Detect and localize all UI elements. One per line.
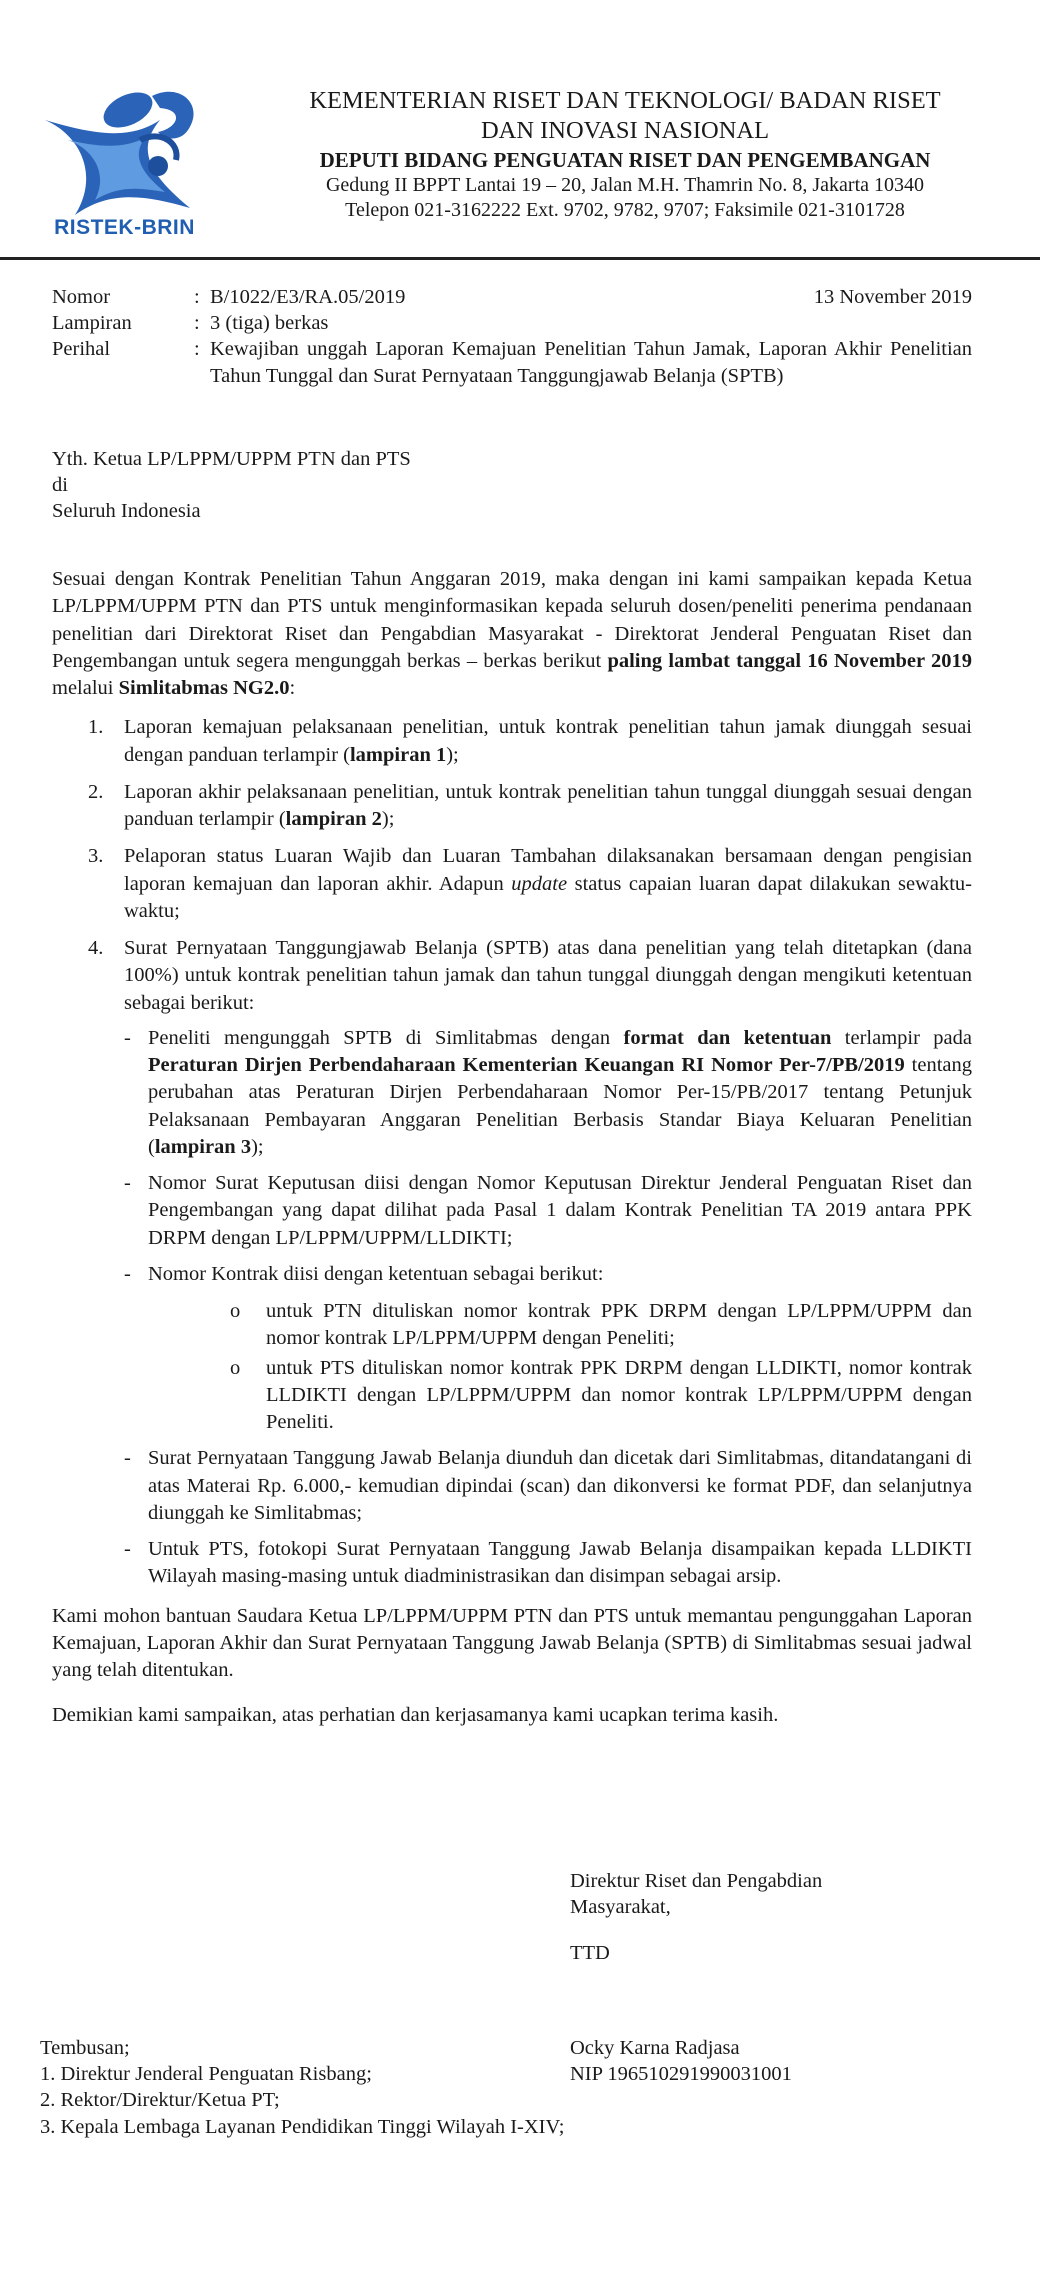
dash-text: tentang perubahan atas Peraturan Dirjen Perbendaharaan Nomor Per-15/PB/2017 tentang Petunjuk Pelaksanaan Pembayaran Anggaran Penelitian Berbasis Standar Biaya Keluaran Penelitian (: [148, 1054, 972, 1158]
item-text: Pelaporan status Luaran Wajib dan Luaran Tambahan dilaksanakan bersamaan dengan pengisian laporan kemajuan dan laporan akhir. Adapun: [124, 845, 972, 895]
dash-item-5: [124, 1536, 972, 1591]
nomor-label: Nomor: [52, 286, 111, 308]
dash-text: Nomor Kontrak diisi dengan ketentuan sebagai berikut:: [148, 1262, 604, 1285]
letter-body: [52, 566, 972, 1730]
intro-colon: :: [289, 677, 296, 699]
cc-heading: Tembusan;: [40, 2037, 130, 2059]
logo-emblem-icon: [40, 80, 210, 220]
circle-item-1: [148, 1298, 972, 1353]
meta-perihal: [52, 336, 972, 388]
list-item-2: [52, 779, 972, 834]
dash-marker: -: [124, 1172, 131, 1194]
office-contact: Telepon 021-3162222 Ext. 9702, 9782, 9707; Faksimile 021-3101728: [345, 198, 905, 221]
nomor-value: B/1022/E3/RA.05/2019: [210, 286, 406, 308]
item-text: Surat Pernyataan Tanggungjawab Belanja (SPTB) atas dana penelitian yang telah ditetapkan (dana 100%) untuk kontrak penelitian tahun jamak dan tahun tunggal diunggah dengan mengikuti ketentuan sebagai berikut:: [124, 937, 972, 1014]
dash-item-4: [124, 1445, 972, 1527]
addressee-block: [52, 446, 752, 525]
item-text-end: status capaian luaran dapat dilakukan sewaktu-waktu;: [124, 872, 973, 922]
carbon-copy-block: [40, 2035, 680, 2140]
item-text-end: );: [381, 808, 395, 830]
signature-mark: TTD: [570, 1942, 610, 1965]
cc-item-1: 1. Direktur Jenderal Penguatan Risbang;: [40, 2063, 372, 2086]
dash-text-end: );: [251, 1135, 264, 1158]
requirements-list: [52, 714, 972, 1590]
intro-via: melalui: [52, 677, 114, 699]
lampiran-label: Lampiran: [52, 312, 132, 335]
list-number: 4.: [88, 937, 104, 959]
item-italic: update: [511, 872, 568, 895]
list-number: 2.: [88, 780, 104, 803]
closing-thanks: Demikian kami sampaikan, atas perhatian dan kerjasamanya kami ucapkan terima kasih.: [52, 1704, 779, 1727]
lampiran-value: 3 (tiga) berkas: [210, 312, 329, 335]
item-text: Laporan kemajuan pelaksanaan penelitian, untuk kontrak penelitian tahun jamak diunggah sesuai dengan panduan terlampir (: [124, 716, 972, 766]
deputy-name: DEPUTI BIDANG PENGUATAN RISET DAN PENGEMBANGAN: [319, 147, 931, 172]
cc-item-2: 2. Rektor/Direktur/Ketua PT;: [40, 2089, 280, 2112]
signer-title-line-1: Direktur Riset dan Pengabdian: [570, 1870, 823, 1892]
item-text: Laporan akhir pelaksanaan penelitian, untuk kontrak penelitian tahun tunggal diunggah sesuai dengan panduan terlampir (: [124, 780, 972, 830]
cc-item-3: 3. Kepala Lembaga Layanan Pendidikan Tinggi Wilayah I-XIV;: [40, 2115, 565, 2138]
list-item-4: [52, 935, 972, 1591]
signer-name: Ocky Karna Radjasa: [570, 2037, 740, 2059]
dash-item-1: [124, 1025, 972, 1161]
letter-metadata: [52, 284, 972, 389]
item-attachment-ref: lampiran 1: [349, 743, 447, 766]
signer-title-line-2: Masyarakat,: [570, 1896, 671, 1919]
meta-lampiran: [52, 310, 972, 336]
circle-text: untuk PTS dituliskan nomor kontrak PPK DRPM dengan LLDIKTI, nomor kontrak LLDIKTI dengan LP/LPPM/UPPM dan nomor kontrak LP/LPPM/UPPM dengan Peneliti.: [266, 1356, 972, 1433]
list-item-1: [52, 714, 972, 769]
intro-system: Simlitabmas NG2.0: [118, 677, 290, 699]
addressee-line-2: di: [52, 474, 68, 497]
dash-marker: -: [124, 1262, 131, 1285]
item-attachment-ref: lampiran 2: [285, 808, 382, 830]
lampiran-colon: :: [194, 312, 200, 335]
intro-deadline: paling lambat tanggal 16 November 2019: [607, 649, 972, 672]
dash-marker: -: [124, 1026, 131, 1049]
regulation-reference: Peraturan Dirjen Perbendaharaan Kementerian Keuangan RI Nomor Per-7/PB/2019: [148, 1054, 905, 1076]
list-item-3: [52, 843, 972, 925]
ministry-name: KEMENTERIAN RISET DAN TEKNOLOGI/ BADAN RISET: [309, 87, 941, 114]
circle-item-2: [148, 1355, 972, 1437]
nomor-colon: :: [194, 286, 200, 308]
office-address: Gedung II BPPT Lantai 19 – 20, Jalan M.H. Thamrin No. 8, Jakarta 10340: [325, 174, 925, 197]
contract-number-rules: [148, 1298, 972, 1436]
letter-date: 13 November 2019: [813, 286, 972, 308]
item-attachment-ref: lampiran 3: [154, 1135, 252, 1158]
sptb-rules-list: [124, 1025, 972, 1591]
dash-text: Peneliti mengunggah SPTB di Simlitabmas dengan: [148, 1026, 611, 1049]
dash-text: Nomor Surat Keputusan diisi dengan Nomor Keputusan Direktur Jenderal Penguatan Riset dan Pengembangan yang dapat dilihat pada Pasal 1 dalam Kontrak Penelitian TA 2019 antara PPK DRPM dengan LP/LPPM/UPPM/LLDIKTI;: [148, 1172, 972, 1249]
circle-bullet-icon: o: [230, 1356, 241, 1379]
dash-item-2: [124, 1170, 972, 1252]
ministry-name-cont: DAN INOVASI NASIONAL: [480, 116, 770, 144]
addressee-line-1: Yth. Ketua LP/LPPM/UPPM PTN dan PTS: [52, 448, 411, 470]
logo-wordmark: RISTEK-BRIN: [54, 216, 195, 239]
letterhead: [230, 86, 1020, 222]
intro-text: Sesuai dengan Kontrak Penelitian Tahun Anggaran 2019, maka dengan ini kami sampaikan kepada Ketua LP/LPPM/UPPM PTN dan PTS untuk menginformasikan kepada seluruh dosen/peneliti penerima pendanaan penelitian dari Direktorat Riset dan Pengabdian Masyarakat - Direktorat Jenderal Penguatan Riset dan Pengembangan untuk segera mengunggah berkas – berkas berikut: [52, 568, 972, 672]
letterhead-divider: [0, 257, 1040, 260]
closing-paragraph: Kami mohon bantuan Saudara Ketua LP/LPPM/UPPM PTN dan PTS untuk memantau pengunggahan Laporan Kemajuan, Laporan Akhir dan Surat Pernyataan Tanggung Jawab Belanja (SPTB) di Simlitabmas sesuai jadwal yang telah ditentukan.: [52, 1604, 972, 1681]
circle-text: untuk PTN dituliskan nomor kontrak PPK DRPM dengan LP/LPPM/UPPM dan nomor kontrak LP/LPPM/UPPM dengan Peneliti;: [266, 1300, 972, 1350]
circle-bullet-icon: o: [230, 1300, 241, 1322]
signature-block: [570, 1868, 930, 1967]
item-text-end: );: [446, 743, 459, 766]
perihal-label: Perihal: [52, 338, 111, 361]
dash-marker: -: [124, 1447, 131, 1470]
perihal-value: Kewajiban unggah Laporan Kemajuan Penelitian Tahun Jamak, Laporan Akhir Penelitian Tahun Tunggal dan Surat Pernyataan Tanggungjawab Belanja (SPTB): [210, 338, 972, 387]
signer-nip: NIP 196510291990031001: [570, 2063, 792, 2086]
dash-text: Untuk PTS, fotokopi Surat Pernyataan Tanggung Jawab Belanja disampaikan kepada LLDIKTI Wilayah masing-masing untuk diadministrasikan dan disimpan sebagai arsip.: [148, 1538, 972, 1588]
dash-text: terlampir pada: [844, 1026, 973, 1049]
ristek-brin-logo: [40, 80, 210, 240]
dash-marker: -: [124, 1538, 131, 1560]
list-number: 1.: [88, 716, 104, 739]
meta-nomor: [52, 284, 972, 310]
dash-text: Surat Pernyataan Tanggung Jawab Belanja diunduh dan dicetak dari Simlitabmas, ditandatangani di atas Materai Rp. 6.000,- kemudian dipindai (scan) dan dikonversi ke format PDF, dan selanjutnya diunggah ke Simlitabmas;: [148, 1447, 972, 1524]
dash-item-3: [124, 1261, 972, 1437]
perihal-colon: :: [194, 338, 200, 361]
intro-paragraph: [52, 566, 972, 702]
addressee-line-3: Seluruh Indonesia: [52, 500, 201, 523]
list-number: 3.: [88, 845, 104, 868]
dash-bold: format dan ketentuan: [623, 1026, 832, 1049]
